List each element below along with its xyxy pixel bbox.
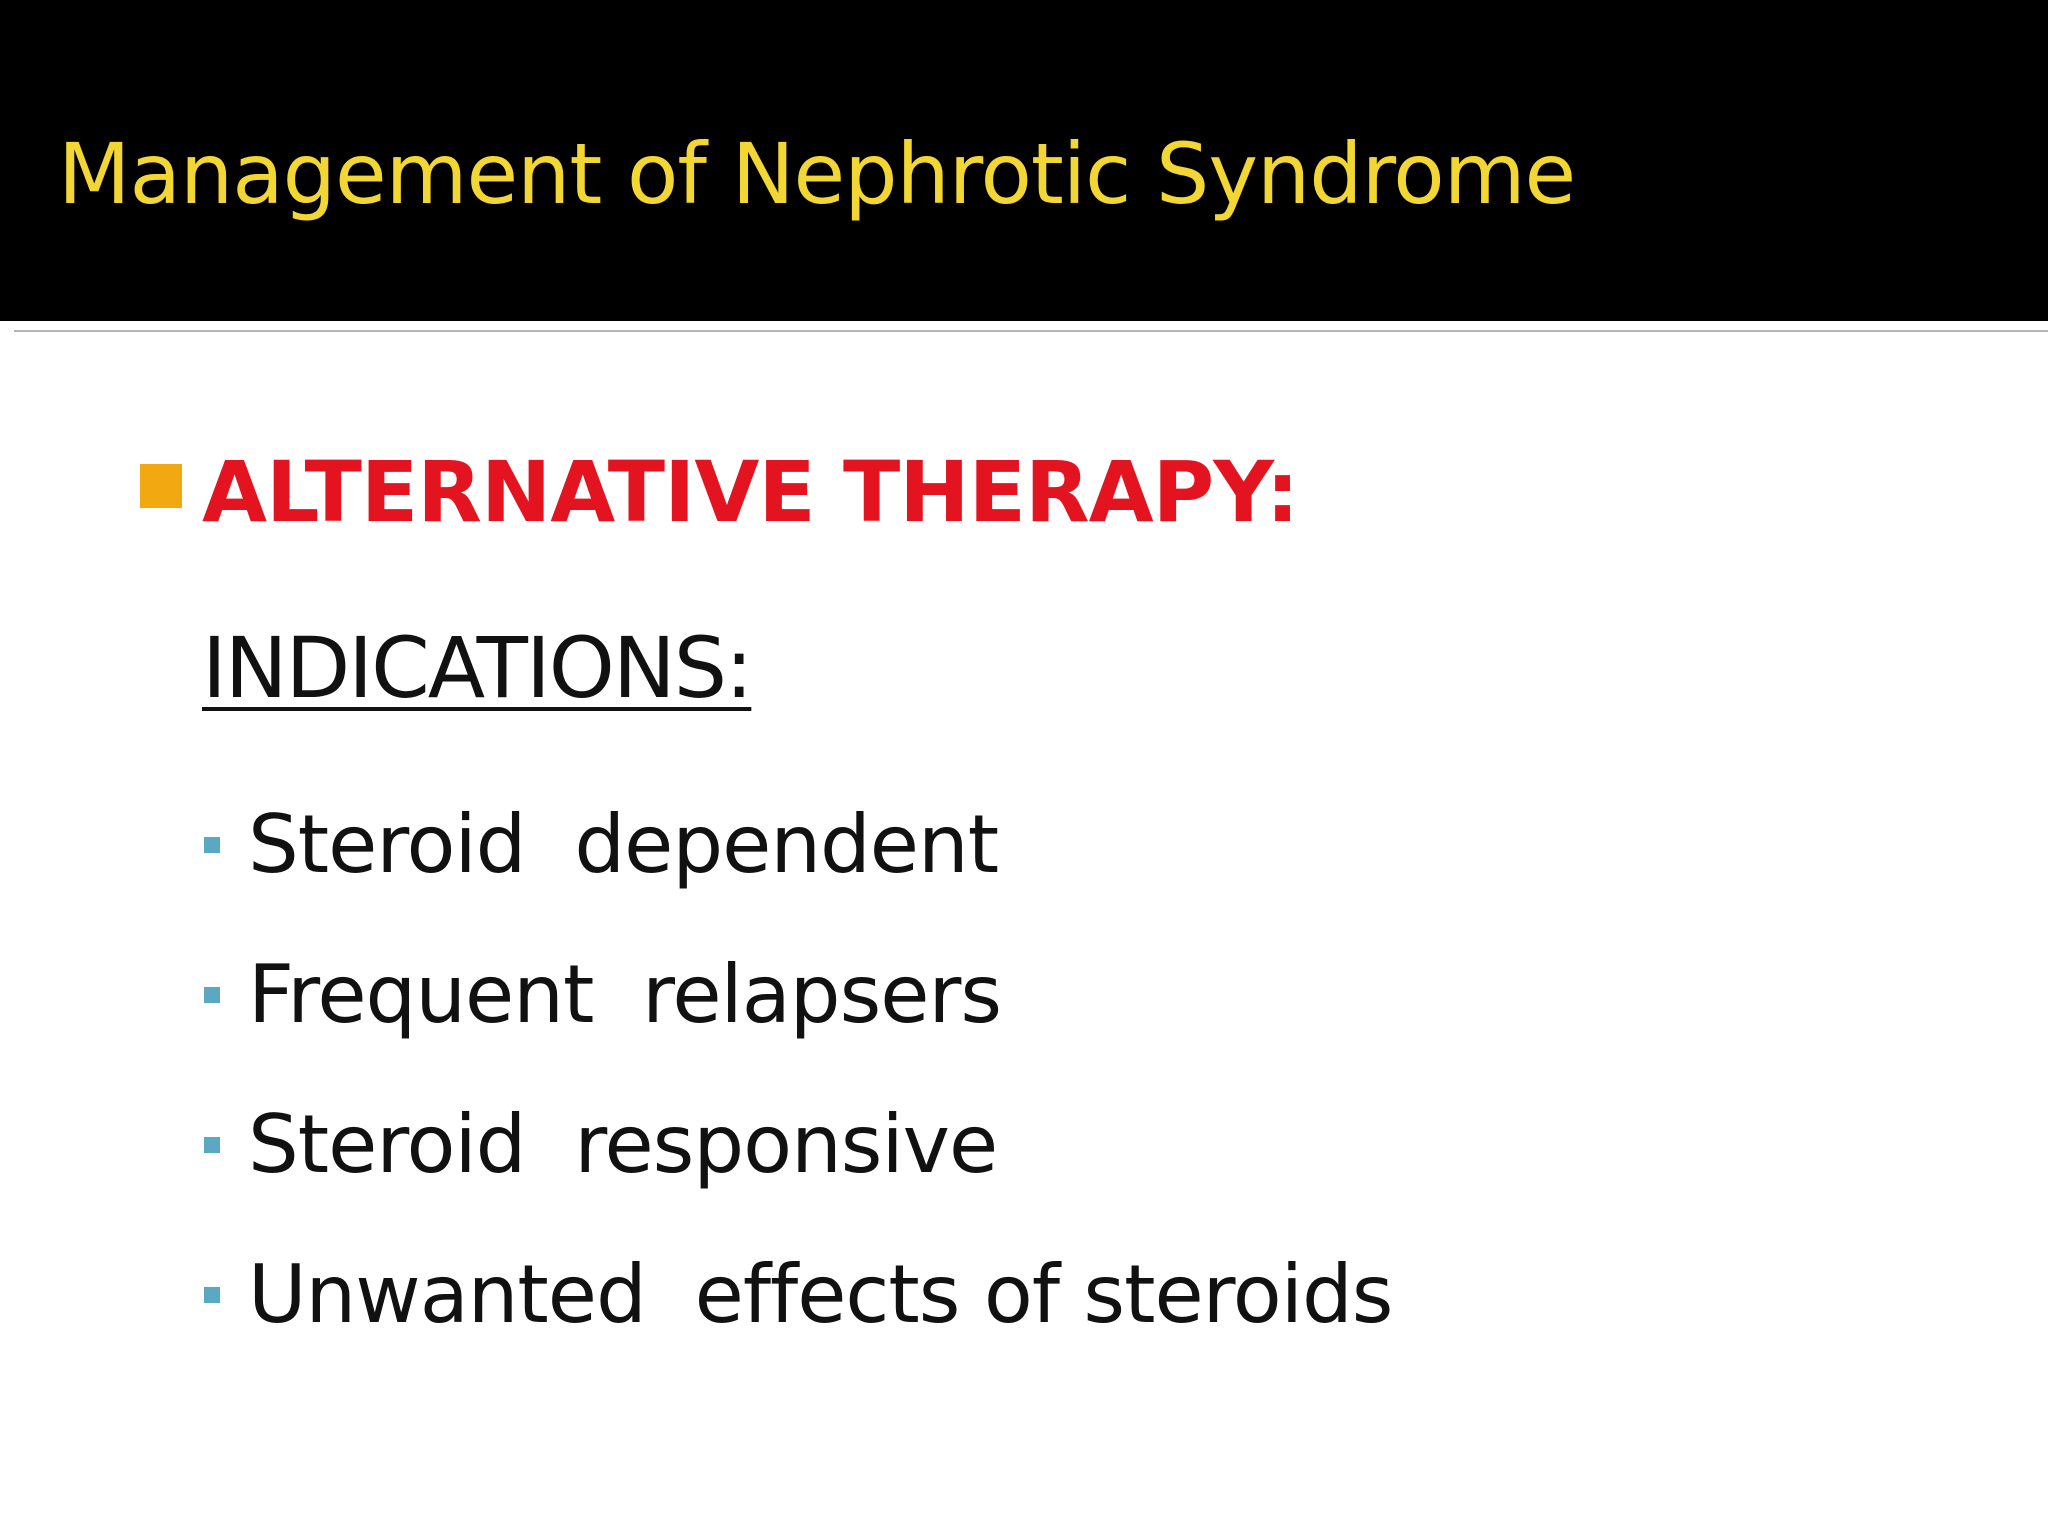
list-item [204,1220,1392,1370]
square-bullet-icon [204,987,220,1003]
indications-subheading: INDICATIONS: [202,619,752,717]
indications-list [204,770,1392,1370]
square-bullet-icon [204,1137,220,1153]
list-item [204,920,1392,1070]
list-item-text: Steroid responsive [248,1098,998,1191]
list-item-text: Steroid dependent [248,798,999,891]
section-heading: ALTERNATIVE THERAPY: [202,443,1299,541]
orange-square-bullet-icon [140,464,182,508]
slide-title: Management of Nephrotic Syndrome [58,125,1576,223]
list-item [204,770,1392,920]
list-item [204,1070,1392,1220]
title-divider [0,318,2048,321]
title-divider-shadow [14,330,2048,332]
title-bar [0,0,2048,318]
square-bullet-icon [204,837,220,853]
square-bullet-icon [204,1287,220,1303]
list-item-text: Frequent relapsers [248,948,1002,1041]
list-item-text: Unwanted effects of steroids [248,1248,1393,1341]
